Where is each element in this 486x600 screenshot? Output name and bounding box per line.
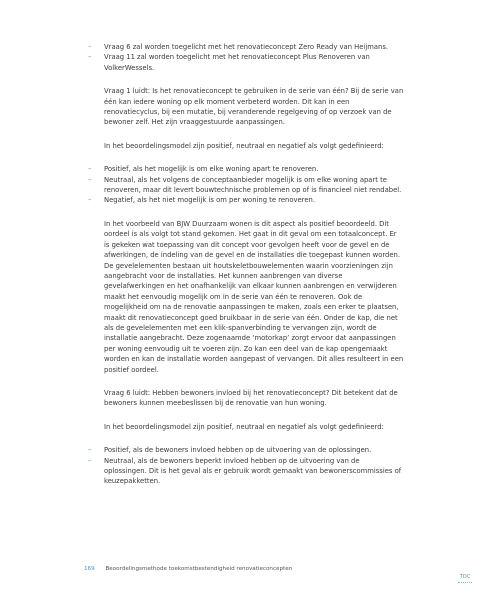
list-item-text: Positief, als de bewoners invloed hebben op de uitvoering van de oplossingen. — [104, 446, 372, 455]
list-item — [88, 164, 404, 174]
dash-list — [88, 445, 404, 487]
list-item-text: Vraag 11 zal worden toegelicht met het renovatieconcept Plus Renoveren van VolkerWessels. — [104, 53, 370, 72]
paragraph: Vraag 6 luidt: Hebben bewoners invloed bij het renovatieconcept? Dit betekent dat de bewoners kunnen meebeslissen bij de renovatie van hun woning. — [104, 388, 398, 408]
toc-link[interactable] — [455, 574, 475, 583]
dash-bullet-icon: – — [88, 43, 92, 51]
page-number: 169 — [84, 566, 95, 572]
list-item-text: Vraag 6 zal worden toegelicht met het renovatieconcept Zero Ready van Heijmans. — [104, 43, 389, 51]
dash-bullet-icon: – — [88, 446, 92, 455]
list-item-text: Neutraal, als de bewoners beperkt invloed hebben op de uitvoering van de oplossingen. Dit is het geval als er gebruik wordt gemaakt van bewonerscommissies of keuzepakketten. — [104, 456, 402, 486]
list-item-text: Positief, als het mogelijk is om elke woning apart te renoveren. — [104, 165, 319, 174]
list-item-text: Neutraal, als het volgens de conceptaanbieder mogelijk is om elke woning apart te renoveren, maar dit levert bouwtechnische problemen op of is financieel niet rendabel. — [104, 175, 402, 195]
dash-bullet-icon: – — [88, 456, 92, 465]
list-item — [88, 42, 404, 52]
footer-title: Beoordelingsmethode toekomstbestendigheid renovatieconcepten — [105, 566, 293, 572]
dash-bullet-icon: – — [88, 175, 92, 184]
dash-bullet-icon: – — [88, 165, 92, 174]
dash-bullet-icon: – — [88, 53, 92, 62]
list-item-text: Negatief, als het niet mogelijk is om per woning te renoveren. — [104, 196, 315, 205]
main-content — [88, 42, 404, 500]
page-footer — [84, 566, 292, 572]
list-item — [88, 52, 404, 73]
list-item — [88, 175, 404, 196]
dash-bullet-icon: – — [88, 196, 92, 205]
paragraph: In het beoordelingsmodel zijn positief, neutraal en negatief als volgt gedefinieerd: — [104, 422, 384, 431]
toc-label: TOC — [459, 574, 471, 580]
dash-list — [88, 164, 404, 206]
toc-underline — [458, 582, 472, 583]
list-item — [88, 195, 404, 205]
dash-list — [88, 42, 404, 73]
list-item — [88, 445, 404, 455]
paragraph: Vraag 1 luidt: Is het renovatieconcept te gebruiken in de serie van één? Bij de serie van één kan iedere woning op elk moment verbeterd worden. Dit kan in een renovatiecyclus, bij een mutatie, bij veranderende regelgeving of op verzoek van de bewoner zelf. Het zijn vraaggestuurde aanpassingen. — [104, 87, 404, 127]
paragraph: In het beoordelingsmodel zijn positief, neutraal en negatief als volgt gedefinieerd: — [104, 141, 384, 150]
list-item — [88, 456, 404, 487]
paragraph: In het voorbeeld van BJW Duurzaam wonen is dit aspect als positief beoordeeld. Dit oordeel is als volgt tot stand gekomen. Het gaat in dit geval om een totaalconcept. Er is gekeken wat toepassing van dit concept voor gevolgen heeft voor de gevel en de afwerkingen, de indeling van de gevel en de installaties die toegepast kunnen worden. De gevelelementen bestaan uit houtskeletbouwelementen waarin voorzieningen zijn aangebracht voor de installaties. Het kunnen aanbrengen van diverse gevelafwerkingen en het onafhankelijk van elkaar kunnen aanbrengen en verwijderen maakt het eenvoudig mogelijk om in de serie van één te renoveren. Ook de mogelijkheid om na de renovatie aanpassingen te maken, zoals een erker te plaatsen, maakt dit renovatieconcept goed bruikbaar in de serie van één. Onder de kap, die net als de gevelelementen met een klik-spanverbinding te vervangen zijn, wordt de installatie aangebracht. Deze zogenaamde ‘motorkap’ zorgt ervoor dat aanpassingen per woning eenvoudig uit te voeren zijn. Zo kan een deel van de kap opengemaakt worden en kan de installatie worden aangepast of vervangen. Dit alles resulteert in een positief oordeel. — [104, 219, 404, 374]
